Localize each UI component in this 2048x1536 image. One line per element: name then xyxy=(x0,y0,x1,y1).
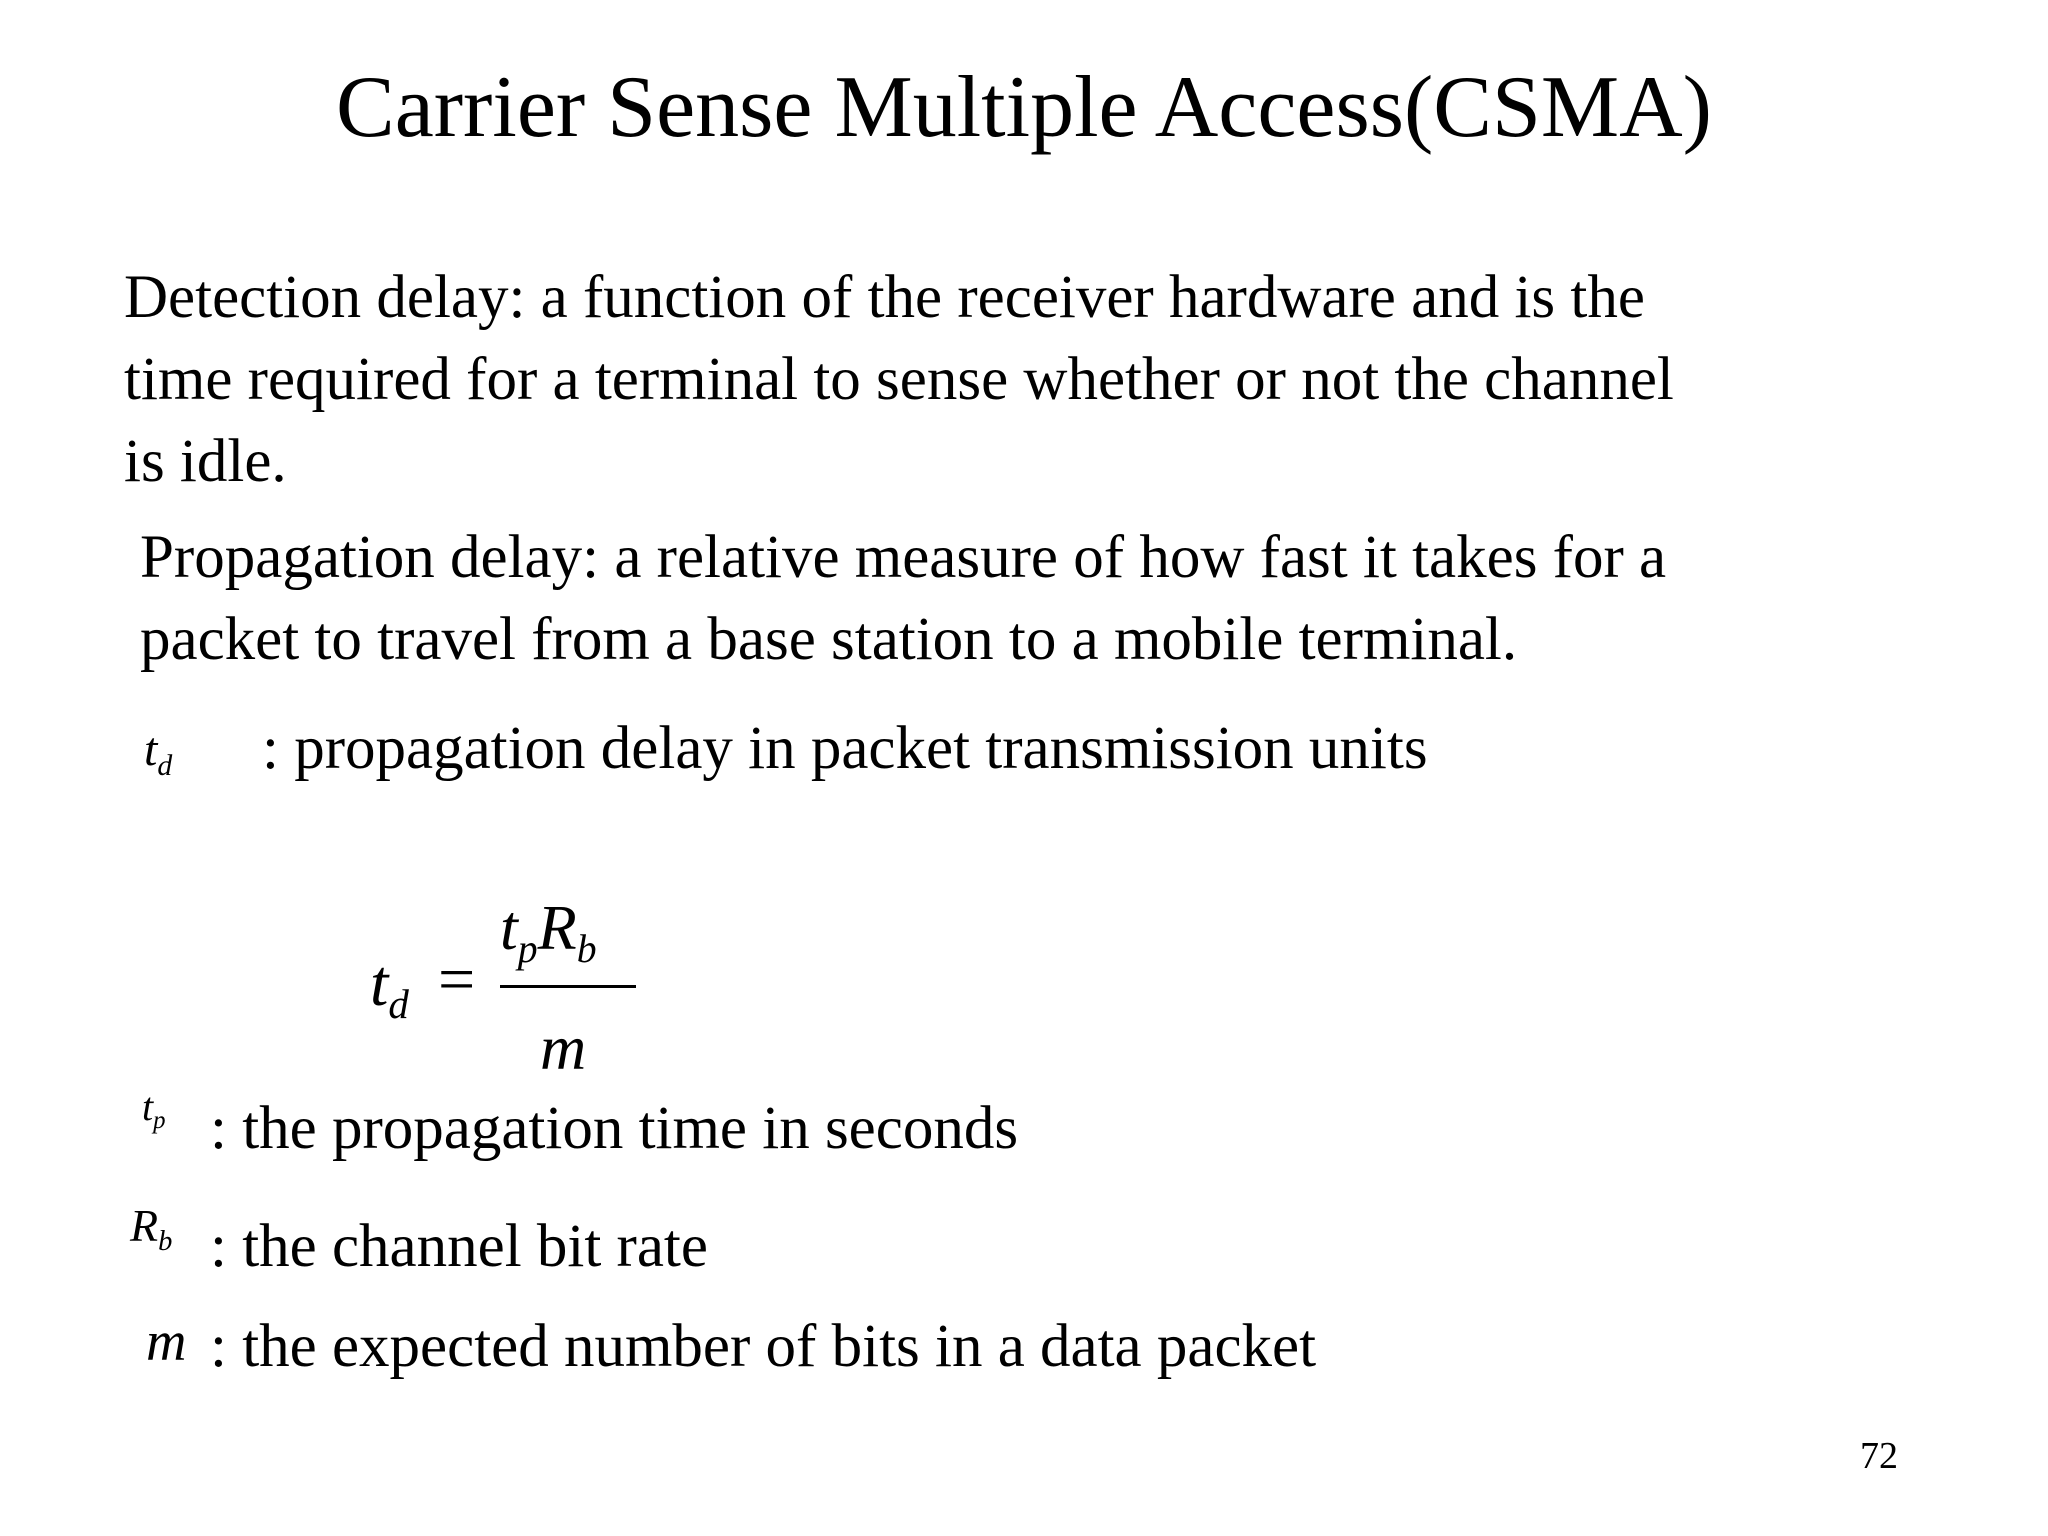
fraction-bar xyxy=(500,985,636,988)
equation-lhs xyxy=(370,948,409,1028)
detection-delay-line-3: is idle. xyxy=(124,428,287,495)
td-definition-text: : propagation delay in packet transmission units xyxy=(262,715,1428,782)
numerator-t-base: t xyxy=(500,892,518,963)
propagation-delay-line-2: packet to travel from a base station to a mobile terminal. xyxy=(140,606,1518,673)
rb-symbol xyxy=(130,1200,172,1259)
equation-numerator xyxy=(500,892,597,972)
m-symbol: m xyxy=(146,1311,187,1373)
td-symbol-base: t xyxy=(144,723,158,776)
detection-delay-line-2: time required for a terminal to sense whether or not the channel xyxy=(124,346,1674,413)
td-symbol-subscript: d xyxy=(157,748,173,782)
m-definition-text: : the expected number of bits in a data packet xyxy=(210,1313,1317,1380)
tp-symbol-subscript: p xyxy=(153,1106,166,1134)
numerator-r-base: R xyxy=(537,892,577,963)
rb-symbol-subscript: b xyxy=(158,1226,173,1258)
page-number: 72 xyxy=(1860,1435,1898,1477)
equation-lhs-subscript: d xyxy=(388,982,409,1028)
tp-symbol xyxy=(142,1084,166,1136)
equation-equals-sign: = xyxy=(438,943,476,1016)
numerator-r-subscript: b xyxy=(576,926,597,971)
slide-title: Carrier Sense Multiple Access(CSMA) xyxy=(336,59,1712,156)
rb-symbol-base: R xyxy=(130,1200,159,1251)
propagation-delay-line-1: Propagation delay: a relative measure of how fast it takes for a xyxy=(140,524,1667,591)
tp-symbol-base: t xyxy=(142,1084,154,1129)
td-symbol xyxy=(144,722,172,784)
equation-lhs-base: t xyxy=(370,947,389,1020)
equation-denominator: m xyxy=(540,1012,587,1083)
rb-definition-text: : the channel bit rate xyxy=(210,1213,708,1280)
numerator-t-subscript: p xyxy=(517,926,538,971)
detection-delay-line-1: Detection delay: a function of the receiver hardware and is the xyxy=(124,264,1645,331)
tp-definition-text: : the propagation time in seconds xyxy=(210,1095,1019,1162)
